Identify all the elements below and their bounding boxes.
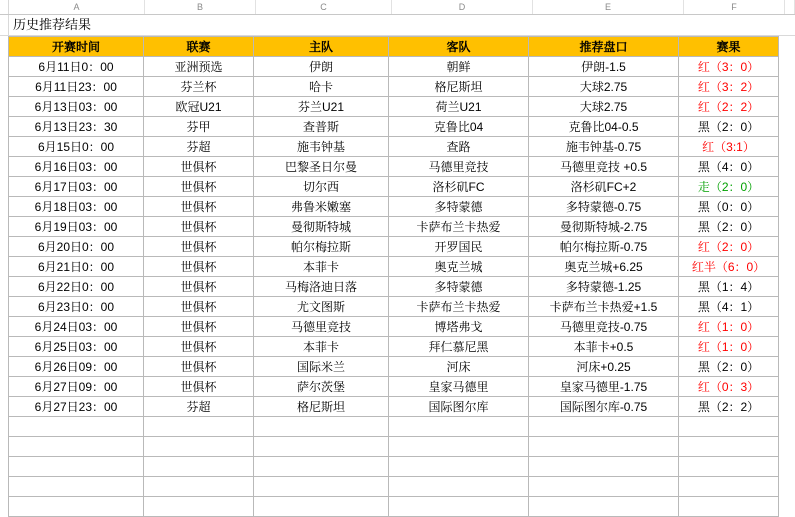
cell-home-team[interactable]: 国际米兰 xyxy=(254,357,389,377)
row-gutter xyxy=(0,15,9,35)
cell-pick[interactable]: 国际图尔库-0.75 xyxy=(529,397,679,417)
cell-pick[interactable]: 卡萨布兰卡热爱+1.5 xyxy=(529,297,679,317)
cell-empty[interactable] xyxy=(9,417,144,437)
cell-time[interactable]: 6月26日09：00 xyxy=(9,357,144,377)
table-head xyxy=(9,37,779,57)
cell-league[interactable]: 世俱杯 xyxy=(144,377,254,397)
cell-time[interactable]: 6月16日03：00 xyxy=(9,157,144,177)
cell-empty[interactable] xyxy=(144,437,254,457)
cell-home-team[interactable]: 伊朗 xyxy=(254,57,389,77)
cell-league[interactable]: 世俱杯 xyxy=(144,257,254,277)
cell-result[interactable]: 红（3：0） xyxy=(679,57,779,77)
table-row[interactable] xyxy=(9,377,779,397)
table-row[interactable] xyxy=(9,57,779,77)
cell-empty[interactable] xyxy=(389,437,529,457)
column-header-b[interactable]: B xyxy=(145,0,256,14)
cell-time[interactable]: 6月17日03：00 xyxy=(9,177,144,197)
cell-time[interactable]: 6月27日23：00 xyxy=(9,397,144,417)
cell-empty[interactable] xyxy=(529,417,679,437)
cell-away-team[interactable]: 荷兰U21 xyxy=(389,97,529,117)
table-body xyxy=(9,57,779,517)
cell-time[interactable]: 6月22日0：00 xyxy=(9,277,144,297)
cell-result[interactable]: 走（2：0） xyxy=(679,177,779,197)
cell-away-team[interactable]: 马德里竞技 xyxy=(389,157,529,177)
table-row-empty[interactable] xyxy=(9,477,779,497)
cell-empty[interactable] xyxy=(389,477,529,497)
cell-time[interactable]: 6月21日0：00 xyxy=(9,257,144,277)
column-header-f[interactable]: F xyxy=(684,0,785,14)
cell-result[interactable]: 红（2：0） xyxy=(679,237,779,257)
header-row xyxy=(9,37,779,57)
cell-time[interactable]: 6月23日0：00 xyxy=(9,297,144,317)
cell-result[interactable]: 黑（2：0） xyxy=(679,357,779,377)
cell-league[interactable]: 世俱杯 xyxy=(144,277,254,297)
table-row[interactable] xyxy=(9,277,779,297)
col-header-pick: 推荐盘口 xyxy=(529,37,679,57)
table-row[interactable] xyxy=(9,257,779,277)
cell-pick[interactable]: 大球2.75 xyxy=(529,77,679,97)
cell-away-team[interactable]: 多特蒙德 xyxy=(389,197,529,217)
cell-result[interactable]: 红（1：0） xyxy=(679,317,779,337)
table-row[interactable] xyxy=(9,157,779,177)
cell-home-team[interactable]: 曼彻斯特城 xyxy=(254,217,389,237)
cell-empty[interactable] xyxy=(679,417,779,437)
cell-home-team[interactable]: 帕尔梅拉斯 xyxy=(254,237,389,257)
cell-pick[interactable]: 奥克兰城+6.25 xyxy=(529,257,679,277)
cell-league[interactable]: 芬超 xyxy=(144,397,254,417)
cell-home-team[interactable]: 本菲卡 xyxy=(254,337,389,357)
column-header-e[interactable]: E xyxy=(533,0,684,14)
column-header-filler xyxy=(785,0,795,14)
cell-pick[interactable]: 曼彻斯特城-2.75 xyxy=(529,217,679,237)
cell-league[interactable]: 世俱杯 xyxy=(144,337,254,357)
cell-league[interactable]: 世俱杯 xyxy=(144,317,254,337)
table-row[interactable] xyxy=(9,197,779,217)
table-row[interactable] xyxy=(9,337,779,357)
table-row[interactable] xyxy=(9,357,779,377)
table-row-empty[interactable] xyxy=(9,457,779,477)
cell-away-team[interactable]: 国际图尔库 xyxy=(389,397,529,417)
cell-time[interactable]: 6月13日23：30 xyxy=(9,117,144,137)
cell-empty[interactable] xyxy=(254,417,389,437)
cell-league[interactable]: 世俱杯 xyxy=(144,297,254,317)
cell-away-team[interactable]: 格尼斯坦 xyxy=(389,77,529,97)
column-header-a[interactable]: A xyxy=(9,0,145,14)
cell-league[interactable]: 亚洲预选 xyxy=(144,57,254,77)
cell-home-team[interactable]: 尤文图斯 xyxy=(254,297,389,317)
cell-empty[interactable] xyxy=(679,477,779,497)
cell-empty[interactable] xyxy=(529,437,679,457)
cell-league[interactable]: 芬超 xyxy=(144,137,254,157)
cell-pick[interactable]: 河床+0.25 xyxy=(529,357,679,377)
cell-empty[interactable] xyxy=(9,477,144,497)
table-row-empty[interactable] xyxy=(9,437,779,457)
col-header-home: 主队 xyxy=(254,37,389,57)
table-row[interactable] xyxy=(9,137,779,157)
cell-league[interactable]: 芬甲 xyxy=(144,117,254,137)
cell-away-team[interactable]: 拜仁慕尼黑 xyxy=(389,337,529,357)
cell-empty[interactable] xyxy=(529,477,679,497)
cell-home-team[interactable]: 格尼斯坦 xyxy=(254,397,389,417)
cell-pick[interactable]: 马德里竞技 +0.5 xyxy=(529,157,679,177)
column-header-d[interactable]: D xyxy=(392,0,533,14)
cell-pick[interactable]: 伊朗-1.5 xyxy=(529,57,679,77)
cell-home-team[interactable]: 萨尔茨堡 xyxy=(254,377,389,397)
column-header-c[interactable]: C xyxy=(256,0,392,14)
cell-result[interactable]: 红（2：2） xyxy=(679,97,779,117)
select-all-corner[interactable] xyxy=(0,0,9,14)
cell-result[interactable]: 黑（0：0） xyxy=(679,197,779,217)
cell-result[interactable]: 红半（6：0） xyxy=(679,257,779,277)
cell-result[interactable]: 黑（2：0） xyxy=(679,217,779,237)
cell-pick[interactable]: 多特蒙德-1.25 xyxy=(529,277,679,297)
cell-league[interactable]: 欧冠U21 xyxy=(144,97,254,117)
cell-empty[interactable] xyxy=(144,457,254,477)
cell-pick[interactable]: 本菲卡+0.5 xyxy=(529,337,679,357)
cell-home-team[interactable]: 巴黎圣日尔曼 xyxy=(254,157,389,177)
cell-empty[interactable] xyxy=(144,417,254,437)
cell-pick[interactable]: 皇家马德里-1.75 xyxy=(529,377,679,397)
cell-pick[interactable]: 帕尔梅拉斯-0.75 xyxy=(529,237,679,257)
cell-league[interactable]: 世俱杯 xyxy=(144,357,254,377)
cell-league[interactable]: 世俱杯 xyxy=(144,217,254,237)
cell-home-team[interactable]: 弗鲁米嫩塞 xyxy=(254,197,389,217)
cell-league[interactable]: 世俱杯 xyxy=(144,157,254,177)
cell-time[interactable]: 6月27日09：00 xyxy=(9,377,144,397)
cell-result[interactable]: 黑（4：1） xyxy=(679,297,779,317)
cell-empty[interactable] xyxy=(389,457,529,477)
col-header-result: 赛果 xyxy=(679,37,779,57)
table-row-empty[interactable] xyxy=(9,417,779,437)
cell-time[interactable]: 6月15日0：00 xyxy=(9,137,144,157)
cell-league[interactable]: 世俱杯 xyxy=(144,177,254,197)
cell-result[interactable]: 黑（4：0） xyxy=(679,157,779,177)
cell-away-team[interactable]: 开罗国民 xyxy=(389,237,529,257)
cell-time[interactable]: 6月13日03：00 xyxy=(9,97,144,117)
table-row[interactable] xyxy=(9,77,779,97)
cell-home-team[interactable]: 马德里竞技 xyxy=(254,317,389,337)
cell-home-team[interactable]: 本菲卡 xyxy=(254,257,389,277)
cell-league[interactable]: 芬兰杯 xyxy=(144,77,254,97)
cell-away-team[interactable]: 皇家马德里 xyxy=(389,377,529,397)
cell-away-team[interactable]: 卡萨布兰卡热爱 xyxy=(389,297,529,317)
table-row[interactable] xyxy=(9,397,779,417)
table-row[interactable] xyxy=(9,317,779,337)
cell-empty[interactable] xyxy=(389,417,529,437)
cell-time[interactable]: 6月20日0：00 xyxy=(9,237,144,257)
cell-result[interactable]: 红（3:1） xyxy=(679,137,779,157)
cell-empty[interactable] xyxy=(9,437,144,457)
cell-empty[interactable] xyxy=(679,457,779,477)
cell-away-team[interactable]: 克鲁比04 xyxy=(389,117,529,137)
cell-time[interactable]: 6月11日0：00 xyxy=(9,57,144,77)
cell-empty[interactable] xyxy=(254,457,389,477)
cell-result[interactable]: 红（3：2） xyxy=(679,77,779,97)
cell-result[interactable]: 黑（2：0） xyxy=(679,117,779,137)
cell-league[interactable]: 世俱杯 xyxy=(144,237,254,257)
table-row[interactable] xyxy=(9,117,779,137)
cell-pick[interactable]: 马德里竞技-0.75 xyxy=(529,317,679,337)
cell-away-team[interactable]: 朝鲜 xyxy=(389,57,529,77)
cell-away-team[interactable]: 查路 xyxy=(389,137,529,157)
cell-time[interactable]: 6月25日03：00 xyxy=(9,337,144,357)
cell-result[interactable]: 红（1：0） xyxy=(679,337,779,357)
cell-empty[interactable] xyxy=(529,457,679,477)
cell-league[interactable]: 世俱杯 xyxy=(144,197,254,217)
cell-pick[interactable]: 大球2.75 xyxy=(529,97,679,117)
cell-away-team[interactable]: 卡萨布兰卡热爱 xyxy=(389,217,529,237)
cell-result[interactable]: 红（0：3） xyxy=(679,377,779,397)
cell-pick[interactable]: 克鲁比04-0.5 xyxy=(529,117,679,137)
cell-time[interactable]: 6月18日03：00 xyxy=(9,197,144,217)
cell-pick[interactable]: 洛杉矶FC+2 xyxy=(529,177,679,197)
cell-away-team[interactable]: 博塔弗戈 xyxy=(389,317,529,337)
col-header-league: 联赛 xyxy=(144,37,254,57)
table-row[interactable] xyxy=(9,297,779,317)
col-header-away: 客队 xyxy=(389,37,529,57)
title-row xyxy=(0,15,795,36)
cell-home-team[interactable]: 查普斯 xyxy=(254,117,389,137)
cell-home-team[interactable]: 施韦钟基 xyxy=(254,137,389,157)
cell-time[interactable]: 6月11日23：00 xyxy=(9,77,144,97)
cell-empty[interactable] xyxy=(679,437,779,457)
cell-pick[interactable]: 施韦钟基-0.75 xyxy=(529,137,679,157)
cell-empty[interactable] xyxy=(254,477,389,497)
page-title: 历史推荐结果 xyxy=(13,17,92,32)
cell-empty[interactable] xyxy=(144,477,254,497)
cell-empty[interactable] xyxy=(9,457,144,477)
cell-pick[interactable]: 多特蒙德-0.75 xyxy=(529,197,679,217)
table-row[interactable] xyxy=(9,237,779,257)
col-header-time: 开赛时间 xyxy=(9,37,144,57)
table-row[interactable] xyxy=(9,217,779,237)
cell-away-team[interactable]: 洛杉矶FC xyxy=(389,177,529,197)
history-results-table xyxy=(8,36,779,517)
cell-empty[interactable] xyxy=(254,437,389,457)
table-row[interactable] xyxy=(9,177,779,197)
cell-home-team[interactable]: 马梅洛迪日落 xyxy=(254,277,389,297)
cell-away-team[interactable]: 河床 xyxy=(389,357,529,377)
cell-result[interactable]: 黑（1：4） xyxy=(679,277,779,297)
cell-away-team[interactable]: 多特蒙德 xyxy=(389,277,529,297)
cell-time[interactable]: 6月24日03：00 xyxy=(9,317,144,337)
cell-home-team[interactable]: 切尔西 xyxy=(254,177,389,197)
cell-home-team[interactable]: 芬兰U21 xyxy=(254,97,389,117)
column-header-strip xyxy=(0,0,795,15)
table-row[interactable] xyxy=(9,97,779,117)
cell-result[interactable]: 黑（2：2） xyxy=(679,397,779,417)
cell-time[interactable]: 6月19日03：00 xyxy=(9,217,144,237)
cell-away-team[interactable]: 奥克兰城 xyxy=(389,257,529,277)
cell-home-team[interactable]: 哈卡 xyxy=(254,77,389,97)
